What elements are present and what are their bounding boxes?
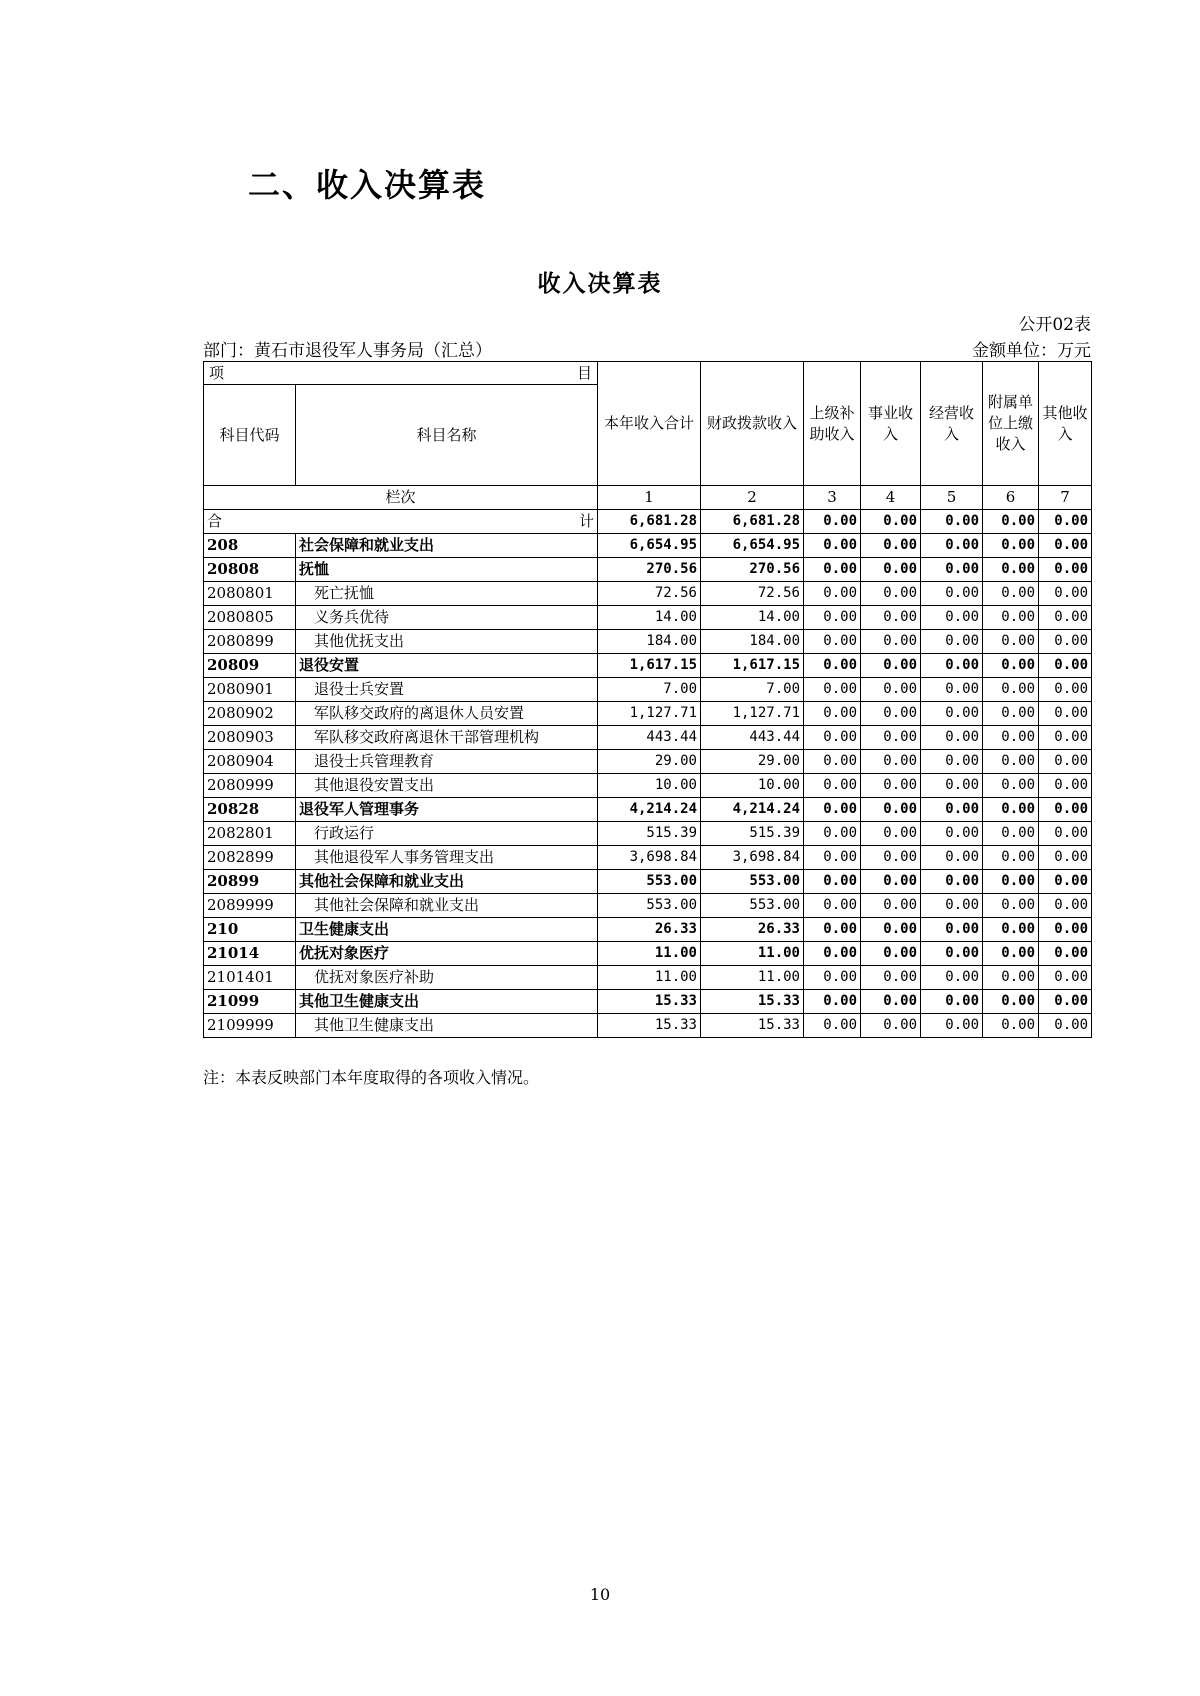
header-business-income: 事业收入 [861,362,921,486]
amount-cell: 270.56 [701,558,804,582]
subject-code-cell: 2080801 [204,582,296,606]
column-number: 4 [861,486,921,510]
total-value: 6,681.28 [598,510,701,534]
amount-cell: 270.56 [598,558,701,582]
subject-code-cell: 2109999 [204,1014,296,1038]
amount-cell: 3,698.84 [701,846,804,870]
table-row [204,630,1092,654]
row-number-label: 栏次 [204,486,598,510]
amount-cell: 0.00 [983,582,1039,606]
amount-cell: 4,214.24 [701,798,804,822]
subject-code-cell: 2080805 [204,606,296,630]
amount-cell: 0.00 [1039,870,1092,894]
subject-name-cell: 退役安置 [296,654,598,678]
amount-cell: 0.00 [921,630,983,654]
amount-cell: 553.00 [701,870,804,894]
department-label: 部门：黄石市退役军人事务局（汇总） [203,341,492,361]
amount-cell: 0.00 [983,750,1039,774]
amount-cell: 29.00 [701,750,804,774]
amount-cell: 0.00 [804,822,861,846]
amount-cell: 14.00 [598,606,701,630]
amount-cell: 0.00 [983,606,1039,630]
amount-cell: 1,617.15 [701,654,804,678]
item-header-right: 目 [576,363,592,382]
amount-cell: 15.33 [701,1014,804,1038]
amount-unit-label: 金额单位：万元 [972,341,1091,361]
amount-cell: 7.00 [598,678,701,702]
amount-cell: 0.00 [1039,942,1092,966]
amount-cell: 0.00 [861,630,921,654]
subject-name-cell: 其他社会保障和就业支出 [296,870,598,894]
amount-cell: 443.44 [598,726,701,750]
table-row [204,918,1092,942]
amount-cell: 0.00 [921,966,983,990]
amount-cell: 0.00 [921,558,983,582]
subject-name-cell: 义务兵优待 [296,606,598,630]
amount-cell: 443.44 [701,726,804,750]
amount-cell: 0.00 [804,774,861,798]
amount-cell: 0.00 [983,966,1039,990]
amount-cell: 0.00 [983,822,1039,846]
subject-code-cell: 20828 [204,798,296,822]
form-number: 公开02表 [1018,315,1091,335]
table-row [204,702,1092,726]
item-header-cell [204,362,598,385]
table-row [204,678,1092,702]
table-row [204,654,1092,678]
item-header-left: 项 [209,363,225,382]
amount-cell: 29.00 [598,750,701,774]
total-value: 0.00 [983,510,1039,534]
amount-cell: 0.00 [861,822,921,846]
subject-name-cell: 其他卫生健康支出 [296,990,598,1014]
table-row [204,798,1092,822]
subject-code-cell: 2080999 [204,774,296,798]
total-label-cell [204,510,598,534]
amount-cell: 0.00 [804,582,861,606]
amount-cell: 0.00 [804,630,861,654]
amount-cell: 0.00 [1039,894,1092,918]
amount-cell: 553.00 [701,894,804,918]
amount-cell: 0.00 [921,606,983,630]
table-row [204,534,1092,558]
subject-name-cell: 抚恤 [296,558,598,582]
amount-cell: 0.00 [983,846,1039,870]
header-subject-code: 科目代码 [204,385,296,486]
amount-cell: 0.00 [804,678,861,702]
amount-cell: 0.00 [921,870,983,894]
amount-cell: 6,654.95 [598,534,701,558]
amount-cell: 184.00 [701,630,804,654]
amount-cell: 4,214.24 [598,798,701,822]
amount-cell: 0.00 [983,654,1039,678]
subject-name-cell: 其他社会保障和就业支出 [296,894,598,918]
subject-name-cell: 其他卫生健康支出 [296,1014,598,1038]
amount-cell: 0.00 [861,558,921,582]
subject-name-cell: 军队移交政府离退休干部管理机构 [296,726,598,750]
amount-cell: 0.00 [804,798,861,822]
amount-cell: 0.00 [1039,630,1092,654]
amount-cell: 0.00 [1039,750,1092,774]
amount-cell: 0.00 [804,918,861,942]
header-fiscal-appropriation: 财政拨款收入 [701,362,804,486]
amount-cell: 0.00 [1039,966,1092,990]
column-number: 2 [701,486,804,510]
subject-code-cell: 20899 [204,870,296,894]
subject-name-cell: 退役士兵安置 [296,678,598,702]
table-note: 注：本表反映部门本年度取得的各项收入情况。 [203,1068,540,1087]
amount-cell: 0.00 [983,630,1039,654]
amount-cell: 0.00 [983,774,1039,798]
table-row [204,750,1092,774]
amount-cell: 0.00 [921,846,983,870]
amount-cell: 0.00 [804,894,861,918]
header-subject-name: 科目名称 [296,385,598,486]
amount-cell: 0.00 [861,918,921,942]
amount-cell: 0.00 [921,990,983,1014]
amount-cell: 0.00 [983,942,1039,966]
amount-cell: 0.00 [921,582,983,606]
amount-cell: 0.00 [1039,606,1092,630]
amount-cell: 0.00 [921,918,983,942]
income-table [203,361,1092,1038]
amount-cell: 14.00 [701,606,804,630]
amount-cell: 0.00 [1039,654,1092,678]
subject-code-cell: 2082801 [204,822,296,846]
amount-cell: 0.00 [983,702,1039,726]
amount-cell: 553.00 [598,870,701,894]
column-number: 6 [983,486,1039,510]
subject-name-cell: 行政运行 [296,822,598,846]
total-value: 0.00 [861,510,921,534]
table-row [204,942,1092,966]
subject-code-cell: 20809 [204,654,296,678]
table-row [204,870,1092,894]
subject-name-cell: 优抚对象医疗 [296,942,598,966]
header-affiliated-unit-income: 附属单位上缴收入 [983,362,1039,486]
amount-cell: 0.00 [1039,918,1092,942]
amount-cell: 10.00 [598,774,701,798]
section-title: 二、收入决算表 [248,166,487,204]
total-value: 6,681.28 [701,510,804,534]
amount-cell: 0.00 [861,942,921,966]
subject-name-cell: 军队移交政府的离退休人员安置 [296,702,598,726]
amount-cell: 10.00 [701,774,804,798]
table-row [204,558,1092,582]
subject-code-cell: 2080901 [204,678,296,702]
amount-cell: 184.00 [598,630,701,654]
amount-cell: 553.00 [598,894,701,918]
subject-code-cell: 2101401 [204,966,296,990]
column-number: 3 [804,486,861,510]
column-number: 7 [1039,486,1092,510]
amount-cell: 26.33 [598,918,701,942]
amount-cell: 0.00 [983,894,1039,918]
subject-code-cell: 21099 [204,990,296,1014]
amount-cell: 0.00 [861,654,921,678]
amount-cell: 0.00 [921,894,983,918]
amount-cell: 0.00 [804,702,861,726]
amount-cell: 1,127.71 [701,702,804,726]
amount-cell: 0.00 [921,798,983,822]
subject-code-cell: 2089999 [204,894,296,918]
column-number-row [204,486,1092,510]
amount-cell: 11.00 [701,942,804,966]
header-operating-income: 经营收入 [921,362,983,486]
amount-cell: 15.33 [701,990,804,1014]
amount-cell: 0.00 [861,966,921,990]
amount-cell: 0.00 [804,750,861,774]
amount-cell: 0.00 [983,1014,1039,1038]
header-row-top [204,362,1092,385]
amount-cell: 0.00 [861,726,921,750]
subject-name-cell: 死亡抚恤 [296,582,598,606]
table-row [204,582,1092,606]
subject-name-cell: 其他退役安置支出 [296,774,598,798]
amount-cell: 11.00 [701,966,804,990]
amount-cell: 0.00 [861,774,921,798]
subject-name-cell: 退役士兵管理教育 [296,750,598,774]
amount-cell: 0.00 [861,606,921,630]
total-label-left: 合 [207,512,223,530]
table-row [204,990,1092,1014]
table-row [204,726,1092,750]
amount-cell: 0.00 [921,774,983,798]
amount-cell: 0.00 [921,534,983,558]
subject-code-cell: 20808 [204,558,296,582]
subject-name-cell: 社会保障和就业支出 [296,534,598,558]
subject-name-cell: 卫生健康支出 [296,918,598,942]
amount-cell: 26.33 [701,918,804,942]
amount-cell: 0.00 [1039,678,1092,702]
amount-cell: 0.00 [804,942,861,966]
amount-cell: 0.00 [861,582,921,606]
amount-cell: 0.00 [921,750,983,774]
amount-cell: 0.00 [804,1014,861,1038]
header-other-income: 其他收入 [1039,362,1092,486]
amount-cell: 15.33 [598,990,701,1014]
column-number: 5 [921,486,983,510]
subject-code-cell: 2080904 [204,750,296,774]
amount-cell: 0.00 [921,702,983,726]
amount-cell: 0.00 [983,798,1039,822]
subject-code-cell: 21014 [204,942,296,966]
table-row [204,1014,1092,1038]
amount-cell: 72.56 [701,582,804,606]
amount-cell: 0.00 [983,534,1039,558]
amount-cell: 0.00 [861,846,921,870]
amount-cell: 0.00 [921,1014,983,1038]
amount-cell: 515.39 [598,822,701,846]
amount-cell: 72.56 [598,582,701,606]
header-total-income: 本年收入合计 [598,362,701,486]
total-label-right: 计 [578,512,594,530]
total-value: 0.00 [1039,510,1092,534]
amount-cell: 0.00 [983,678,1039,702]
amount-cell: 11.00 [598,966,701,990]
amount-cell: 0.00 [983,558,1039,582]
table-row [204,894,1092,918]
table-row [204,774,1092,798]
amount-cell: 0.00 [804,654,861,678]
amount-cell: 0.00 [921,726,983,750]
amount-cell: 0.00 [1039,702,1092,726]
amount-cell: 0.00 [861,1014,921,1038]
amount-cell: 0.00 [921,822,983,846]
subject-name-cell: 退役军人管理事务 [296,798,598,822]
subject-name-cell: 优抚对象医疗补助 [296,966,598,990]
amount-cell: 0.00 [804,534,861,558]
amount-cell: 0.00 [1039,798,1092,822]
subject-name-cell: 其他退役军人事务管理支出 [296,846,598,870]
amount-cell: 0.00 [1039,1014,1092,1038]
amount-cell: 0.00 [983,918,1039,942]
amount-cell: 0.00 [804,558,861,582]
amount-cell: 0.00 [861,750,921,774]
subject-code-cell: 210 [204,918,296,942]
table-row [204,822,1092,846]
amount-cell: 6,654.95 [701,534,804,558]
amount-cell: 0.00 [804,726,861,750]
amount-cell: 0.00 [1039,558,1092,582]
page-number: 10 [589,1585,611,1604]
amount-cell: 0.00 [804,606,861,630]
subject-code-cell: 2082899 [204,846,296,870]
column-number: 1 [598,486,701,510]
amount-cell: 3,698.84 [598,846,701,870]
amount-cell: 0.00 [921,678,983,702]
amount-cell: 0.00 [1039,534,1092,558]
amount-cell: 0.00 [921,942,983,966]
header-superior-subsidy: 上级补助收入 [804,362,861,486]
amount-cell: 0.00 [1039,582,1092,606]
amount-cell: 0.00 [983,990,1039,1014]
subject-code-cell: 2080902 [204,702,296,726]
total-value: 0.00 [804,510,861,534]
amount-cell: 0.00 [1039,726,1092,750]
amount-cell: 15.33 [598,1014,701,1038]
subject-code-cell: 2080903 [204,726,296,750]
table-row [204,606,1092,630]
amount-cell: 0.00 [983,726,1039,750]
subject-code-cell: 2080899 [204,630,296,654]
amount-cell: 0.00 [1039,846,1092,870]
amount-cell: 0.00 [861,798,921,822]
table-row [204,846,1092,870]
amount-cell: 0.00 [1039,990,1092,1014]
amount-cell: 515.39 [701,822,804,846]
amount-cell: 0.00 [861,870,921,894]
amount-cell: 0.00 [861,678,921,702]
amount-cell: 0.00 [983,870,1039,894]
subject-code-cell: 208 [204,534,296,558]
amount-cell: 7.00 [701,678,804,702]
amount-cell: 0.00 [861,702,921,726]
amount-cell: 1,127.71 [598,702,701,726]
amount-cell: 0.00 [861,990,921,1014]
amount-cell: 0.00 [804,966,861,990]
total-value: 0.00 [921,510,983,534]
amount-cell: 0.00 [921,654,983,678]
amount-cell: 0.00 [804,870,861,894]
table-row [204,966,1092,990]
amount-cell: 11.00 [598,942,701,966]
amount-cell: 0.00 [1039,774,1092,798]
amount-cell: 1,617.15 [598,654,701,678]
amount-cell: 0.00 [861,534,921,558]
amount-cell: 0.00 [861,894,921,918]
subject-name-cell: 其他优抚支出 [296,630,598,654]
amount-cell: 0.00 [1039,822,1092,846]
amount-cell: 0.00 [804,846,861,870]
table-title: 收入决算表 [537,271,663,297]
total-row [204,510,1092,534]
amount-cell: 0.00 [804,990,861,1014]
